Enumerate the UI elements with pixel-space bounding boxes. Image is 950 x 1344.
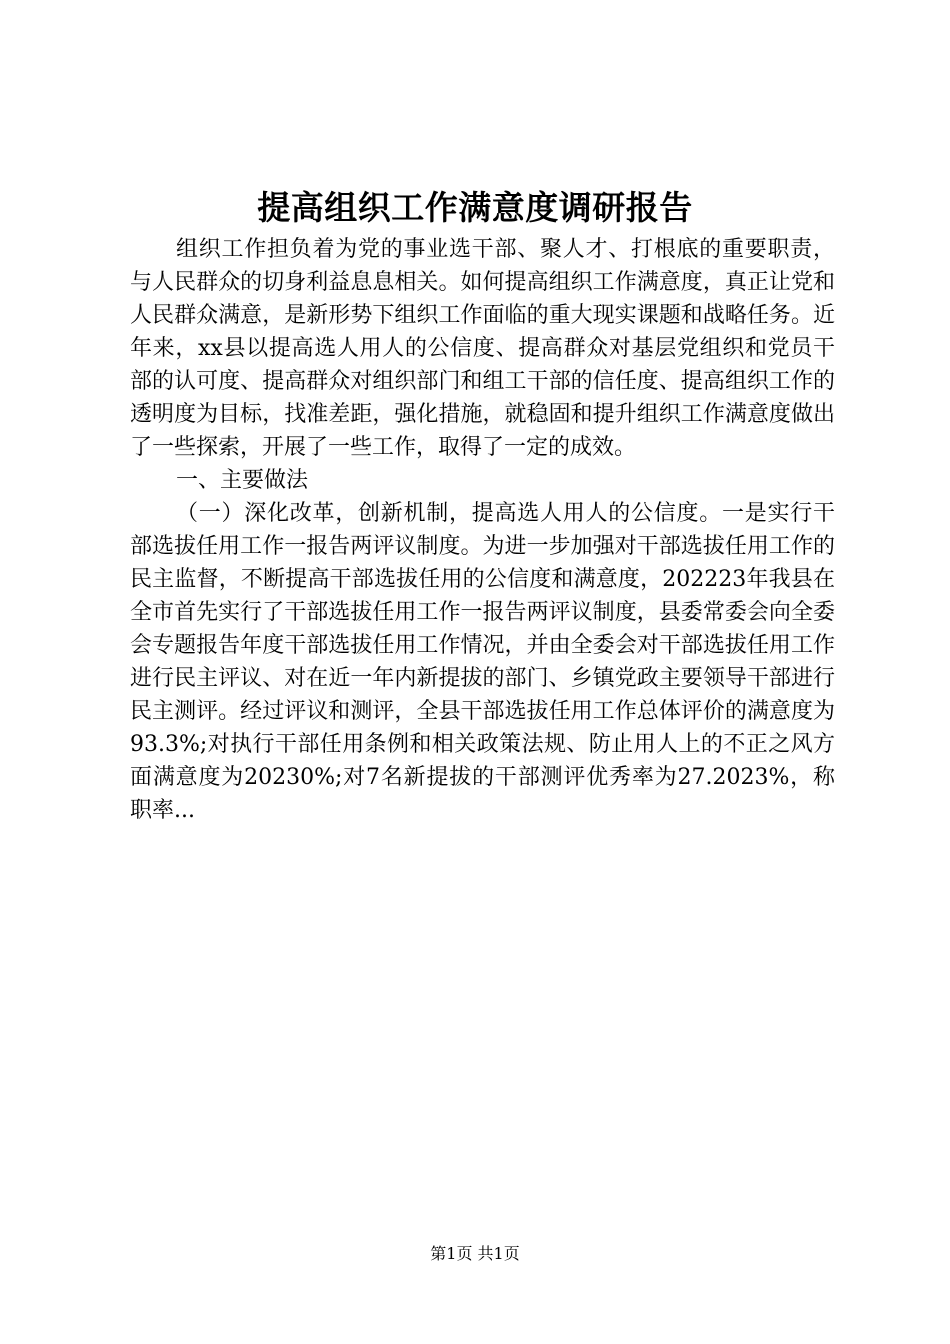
intro-paragraph: 组织工作担负着为党的事业选干部、聚人才、打根底的重要职责，与人民群众的切身利益息息相关。如何提高组织工作满意度，真正让党和人民群众满意，是新形势下组织工作面临的重大现实课题和战略任务。近年来，xx县以提高选人用人的公信度、提高群众对基层党组织和党员干部的认可度、提高群众对组织部门和组工干部的信任度、提高组织工作的透明度为目标，找准差距，强化措施，就稳固和提升组织工作满意度做出了一些探索，开展了一些工作，取得了一定的成效。	[130, 237, 835, 460]
section-heading: 一、主要做法	[176, 468, 309, 493]
document-title: 提高组织工作满意度调研报告	[257, 188, 693, 227]
subsection-paragraph: （一）深化改革，创新机制，提高选人用人的公信度。一是实行干部选拔任用工作一报告两评议制度。为进一步加强对干部选拔任用工作的民主监督，不断提高干部选拔任用的公信度和满意度，202223年我县在全市首先实行了干部选拔任用工作一报告两评议制度，县委常委会向全委会专题报告年度干部选拔任用工作情况，并由全委会对干部选拔任用工作进行民主评议、对在近一年内新提拔的部门、乡镇党政主要领导干部进行民主测评。经过评议和测评，全县干部选拔任用工作总体评价的满意度为93.3%;对执行干部任用条例和相关政策法规、防止用人上的不正之风方面满意度为20230%;对7名新提拔的干部测评优秀率为27.2023%，称职率...	[130, 501, 835, 823]
page-number-footer: 第1页 共1页	[430, 1244, 520, 1263]
document-body	[130, 233, 835, 827]
